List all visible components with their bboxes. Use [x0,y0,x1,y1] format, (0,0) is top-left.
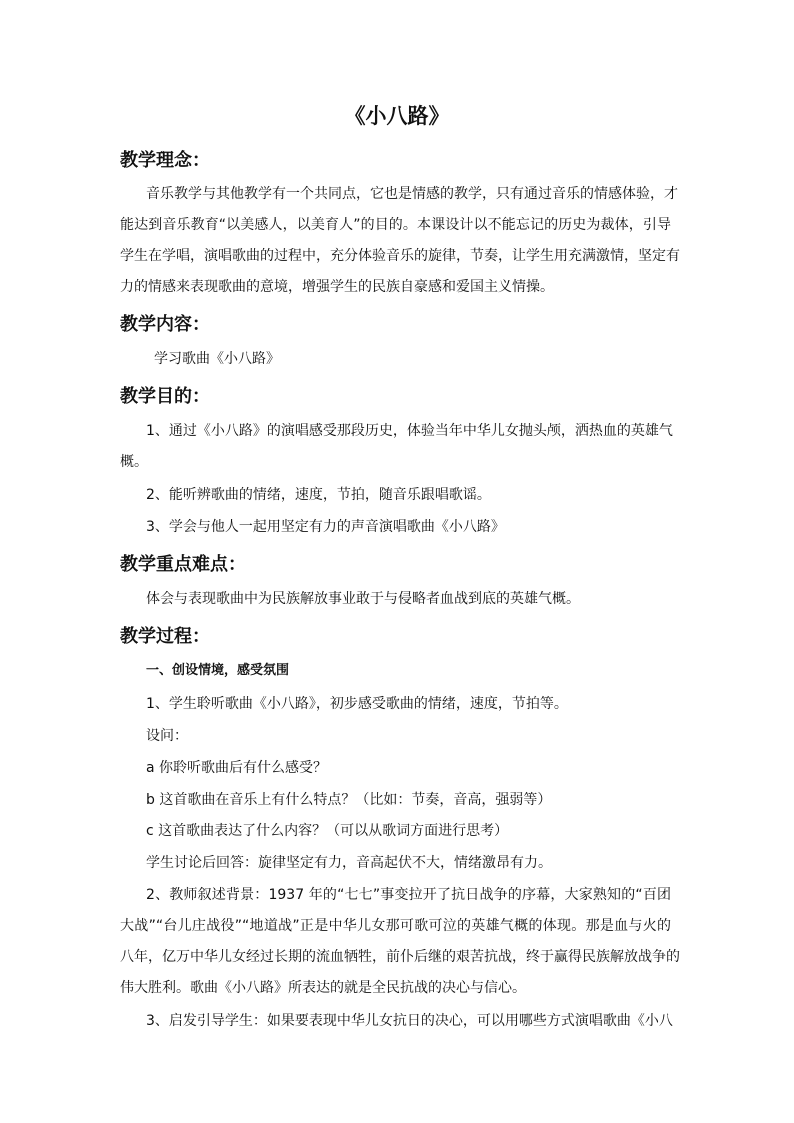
heading-teaching-concept: 教学理念： [120,150,210,171]
process-line: 大战”“台儿庄战役”“地道战”正是中华儿女那可歌可泣的英雄气概的体现。那是血与火的 [120,918,671,934]
process-line: 设问： [146,728,188,744]
concept-paragraph-line: 力的情感来表现歌曲的意境，增强学生的民族自豪感和爱国主义情操。 [120,279,554,295]
content-line: 学习歌曲《小八路》 [154,351,280,367]
concept-paragraph-line: 音乐教学与其他教学有一个共同点，它也是情感的教学，只有通过音乐的情感体验，才 [146,186,678,202]
process-line: 1、学生聆听歌曲《小八路》，初步感受歌曲的情绪，速度，节拍等。 [146,696,568,712]
heading-key-points: 教学重点难点： [120,554,246,575]
process-line: c 这首歌曲表达了什么内容？（可以从歌词方面进行思考） [146,823,509,839]
goal-line: 概。 [120,454,148,470]
heading-teaching-content: 教学内容： [120,314,210,335]
goal-line: 3、学会与他人一起用坚定有力的声音演唱歌曲《小八路》 [146,519,505,535]
goal-line: 2、能听辨歌曲的情绪，速度，节拍，随音乐跟唱歌谣。 [146,487,491,503]
concept-paragraph-line: 能达到音乐教育“以美感人，以美育人”的目的。本课设计以不能忘记的历史为裁体，引导 [120,217,671,233]
process-line: b 这首歌曲在音乐上有什么特点？（比如：节奏，音高，强弱等） [146,792,552,808]
process-line: 伟大胜利。歌曲《小八路》所表达的就是全民抗战的决心与信心。 [120,980,526,996]
heading-teaching-goals: 教学目的： [120,386,210,407]
heading-teaching-process: 教学过程： [120,626,210,647]
process-subheading: 一、创设情境，感受氛围 [146,663,290,678]
concept-paragraph-line: 学生在学唱，演唱歌曲的过程中，充分体验音乐的旋律，节奏，让学生用充满激情，坚定有 [120,248,680,264]
process-line: 学生讨论后回答：旋律坚定有力，音高起伏不大，情绪激昂有力。 [146,855,552,871]
focus-line: 体会与表现歌曲中为民族解放事业敢于与侵略者血战到底的英雄气概。 [146,591,580,607]
process-line: 3、启发引导学生：如果要表现中华儿女抗日的决心，可以用哪些方式演唱歌曲《小八 [146,1013,673,1029]
document-title: 《小八路》 [344,104,450,128]
process-line: a 你聆听歌曲后有什么感受？ [146,760,328,776]
process-line: 2、教师叙述背景：1937 年的“七七”事变拉开了抗日战争的序幕，大家熟知的“百团 [146,887,671,903]
goal-line: 1、通过《小八路》的演唱感受那段历史，体验当年中华儿女抛头颅，洒热血的英雄气 [146,423,673,439]
process-line: 八年，亿万中华儿女经过长期的流血牺牲，前仆后继的艰苦抗战，终于赢得民族解放战争的 [120,949,680,965]
